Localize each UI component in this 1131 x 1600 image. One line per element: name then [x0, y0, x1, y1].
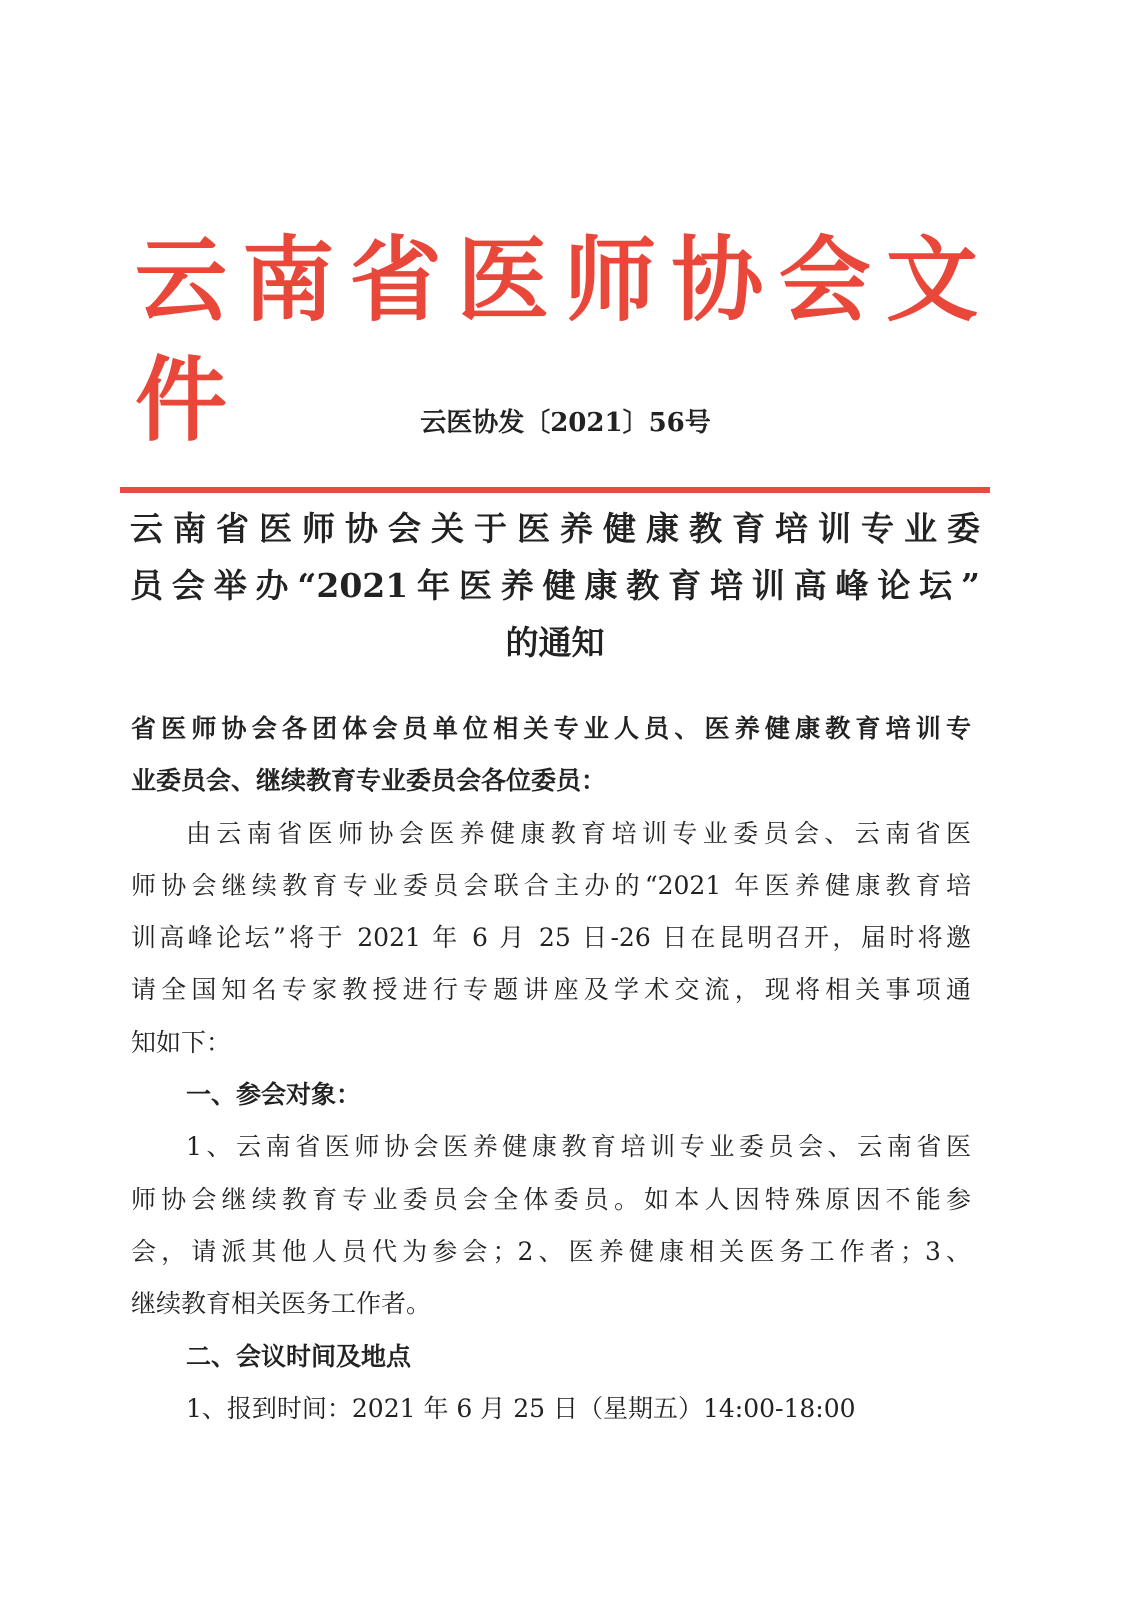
- document-number: 云医协发〔2021〕56号: [420, 408, 711, 438]
- paragraph-line: 师协会继续教育专业委员会全体委员。如本人因特殊原因不能参: [131, 1184, 971, 1214]
- paragraph-line: 1、云南省医师协会医养健康教育培训专业委员会、云南省医: [186, 1132, 971, 1162]
- section-heading: 二、会议时间及地点: [186, 1341, 412, 1371]
- paragraph-line: 1、报到时间：2021 年 6 月 25 日（星期五）14:00-18:00: [186, 1393, 856, 1423]
- title-line: 员会举办“2021年医养健康教育培训高峰论坛”: [130, 566, 980, 605]
- title-line: 的通知: [505, 623, 605, 662]
- paragraph-line: 训高峰论坛”将于 2021 年 6 月 25 日-26 日在昆明召开，届时将邀: [131, 923, 971, 953]
- title-line: 云南省医师协会关于医养健康教育培训专业委: [130, 509, 980, 548]
- document-header: 云南省医师协会文件: [135, 226, 980, 454]
- addressee-line: 业委员会、继续教育专业委员会各位委员：: [131, 766, 607, 796]
- document-body: [131, 703, 971, 1435]
- paragraph-line: 由云南省医师协会医养健康教育培训专业委员会、云南省医: [186, 818, 971, 848]
- paragraph-line: 师协会继续教育专业委员会联合主办的“2021 年医养健康教育培: [131, 870, 971, 900]
- red-divider: [120, 487, 990, 493]
- paragraph-line: 知如下：: [131, 1027, 232, 1057]
- section-heading: 一、参会对象：: [186, 1080, 362, 1110]
- addressee-line: 省医师协会各团体会员单位相关专业人员、医养健康教育培训专: [131, 714, 971, 743]
- paragraph-line: 会，请派其他人员代为参会；2、医养健康相关医务工作者；3、: [131, 1236, 971, 1266]
- paragraph-line: 请全国知名专家教授进行专题讲座及学术交流，现将相关事项通: [131, 975, 971, 1005]
- notice-title: [130, 500, 980, 671]
- paragraph-line: 继续教育相关医务工作者。: [131, 1289, 432, 1319]
